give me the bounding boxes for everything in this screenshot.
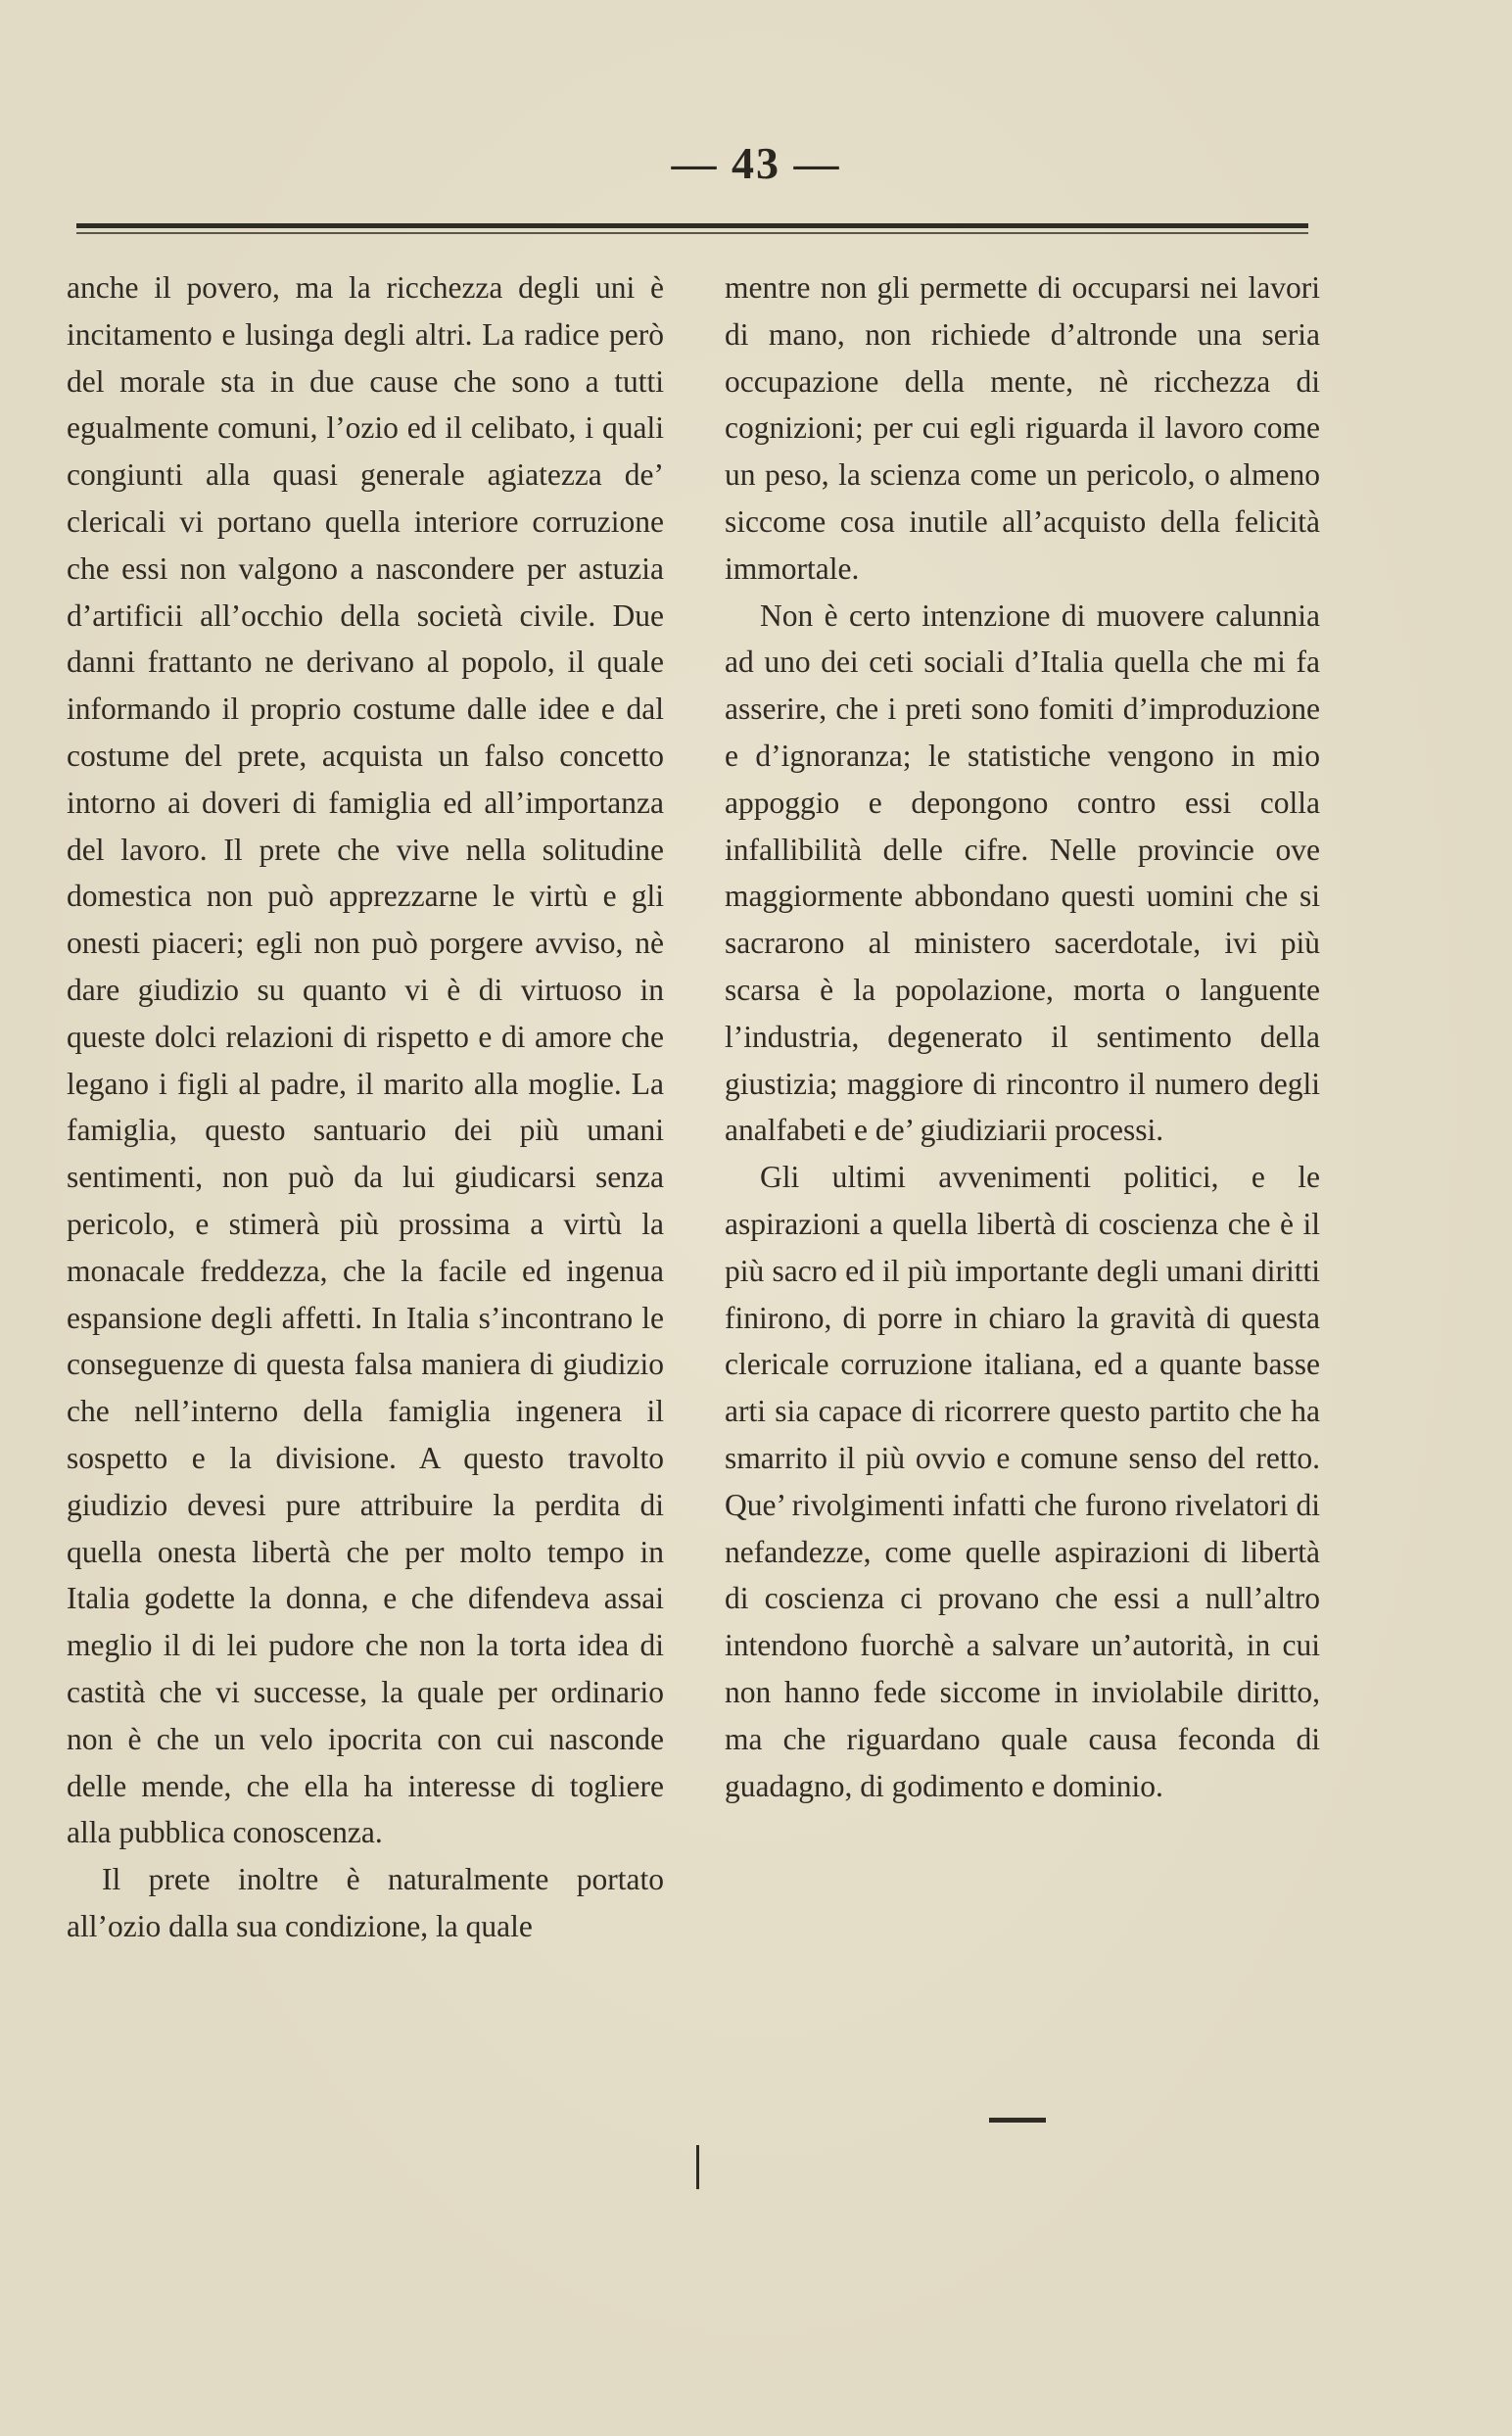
right-paragraph-2: Non è certo intenzione di muovere calunnia ad uno dei ceti sociali d’Italia quella che mi fa asserire, che i preti sono fomiti d’improduzione e d’ignoranza; le statistiche vengono in mio appoggio e depongono contro essi colla infallibilità delle cifre. Nelle provincie ove maggiormente abbondano questi uomini che si sacrarono al ministero sacerdotale, ivi più scarsa è la popolazione, morta o languente l’industria, degenerato il sentimento della giustizia; maggiore di rincontro il numero degli analfabeti e de’ giudiziarii processi.	[725, 597, 1320, 1148]
header-rule-thick	[76, 223, 1308, 228]
right-paragraph-1: mentre non gli permette di occuparsi nei lavori di mano, non richiede d’altronde una seria occupazione della mente, nè ricchezza di cognizioni; per cui egli riguarda il lavoro come un peso, la scienza come un pericolo, o almeno siccome cosa inutile all’acquisto della felicità immortale.	[725, 270, 1320, 586]
left-column	[67, 264, 664, 1950]
left-paragraph-2: Il prete inoltre è naturalmente portato all’ozio dalla sua condizione, la quale	[67, 1862, 664, 1943]
header-rule-thin	[76, 232, 1308, 234]
right-paragraph-3: Gli ultimi avvenimenti politici, e le aspirazioni a quella libertà di coscienza che è il più sacro ed il più importante degli umani diritti finirono, di porre in chiaro la gravità di questa clericale corruzione italiana, ed a quante basse arti sia capace di ricorrere questo partito che ha smarrito il più ovvio e comune senso del retto. Que’ rivolgimenti infatti che furono rivelatori di nefandezze, come quelle aspirazioni di libertà di coscienza ci provano che essi a null’altro intendono fuorchè a salvare un’autorità, in cui non hanno fede siccome in inviolabile diritto, ma che riguardano quale causa feconda di guadagno, di godimento e dominio.	[725, 1160, 1320, 1803]
section-end-dash	[989, 2118, 1046, 2123]
column-end-mark	[696, 2145, 699, 2189]
page-number: — 43 —	[671, 138, 841, 188]
right-column	[725, 264, 1320, 1809]
left-paragraph-1: anche il povero, ma la ricchezza degli uni è incitamento e lusinga degli altri. La radice però del morale sta in due cause che sono a tutti egualmente comuni, l’ozio ed il celibato, i quali congiunti alla quasi generale agiatezza de’ clericali vi portano quella interiore corruzione che essi non valgono a nascondere per astuzia d’artificii all’occhio della società civile. Due danni frattanto ne derivano al popolo, il quale informando il proprio costume dalle idee e dal costume del prete, acquista un falso concetto intorno ai doveri di famiglia ed all’importanza del lavoro. Il prete che vive nella solitudine domestica non può apprezzarne le virtù e gli onesti piaceri; egli non può porgere avviso, nè dare giudizio su quanto vi è di virtuoso in queste dolci relazioni di rispetto e di amore che legano i figli al padre, il marito alla moglie. La famiglia, questo santuario dei più umani sentimenti, non può da lui giudicarsi senza pericolo, e stimerà più prossima a virtù la monacale freddezza, che la facile ed ingenua espansione degli affetti. In Italia s’incontrano le conseguenze di questa falsa maniera di giudizio che nell’interno della famiglia ingenera il sospetto e la divisione. A questo travolto giudizio devesi pure attribuire la perdita di quella onesta libertà che per molto tempo in Italia godette la donna, e che difendeva assai meglio il di lei pudore che non la torta idea di castità che vi successe, la quale per ordinario non è che un velo ipocrita con cui nasconde delle mende, che ella ha interesse di togliere alla pubblica conoscenza.	[67, 270, 664, 1850]
